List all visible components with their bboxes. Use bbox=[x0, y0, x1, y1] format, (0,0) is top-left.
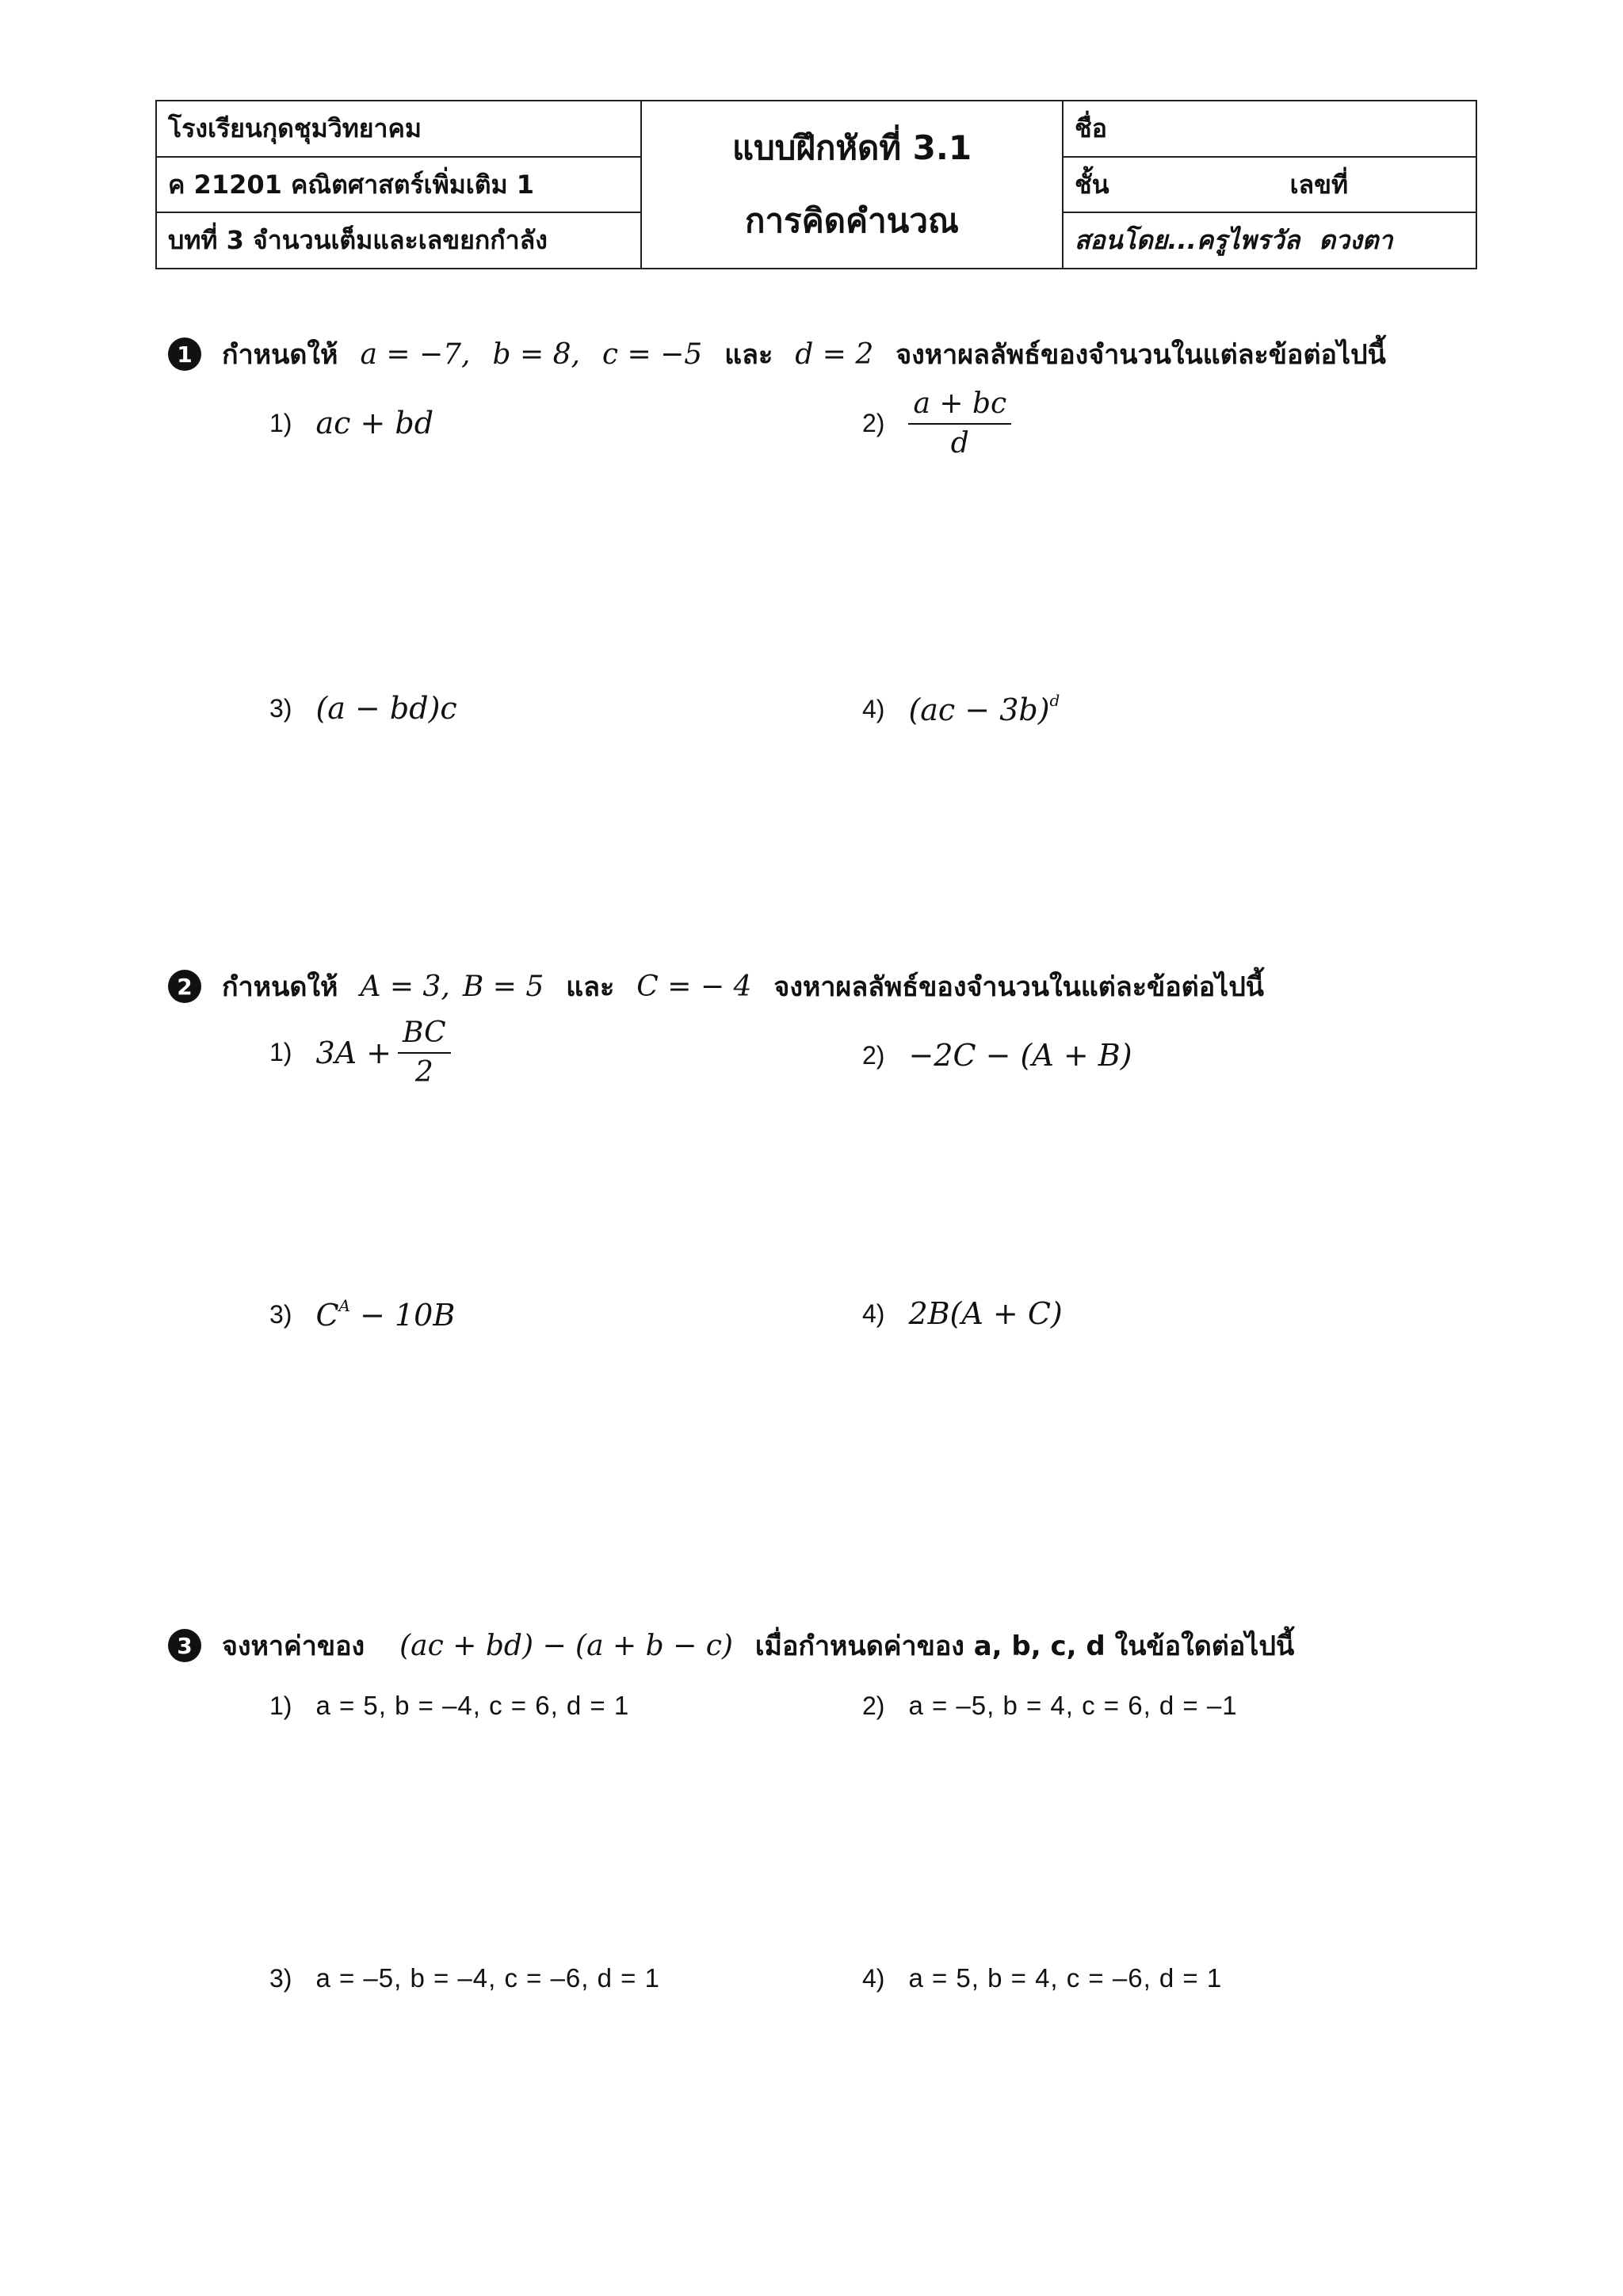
item-number: 3) bbox=[269, 1299, 292, 1329]
q2-instruction: จงหาผลลัพธ์ของจำนวนในแต่ละข้อต่อไปนี้ bbox=[773, 971, 1265, 1003]
item-expression bbox=[315, 1296, 455, 1333]
item-number: 1) bbox=[269, 1038, 292, 1067]
item-expression: (a − bd)c bbox=[315, 691, 457, 726]
q1-intro: กำหนดให้ bbox=[222, 339, 338, 371]
number-label: เลขที่ bbox=[1289, 169, 1349, 200]
item-expression: ac + bd bbox=[315, 406, 434, 441]
fraction-denominator: d bbox=[950, 426, 969, 460]
q2-given-B: B = 5 bbox=[462, 970, 544, 1003]
question-3-bullet-icon: 3 bbox=[168, 1629, 201, 1662]
item-fraction bbox=[398, 1017, 451, 1088]
worksheet-subtitle: การคิดคำนวณ bbox=[745, 201, 959, 240]
power-exponent: A bbox=[338, 1296, 350, 1315]
header-title-column bbox=[642, 101, 1064, 268]
power-exponent: d bbox=[1049, 691, 1060, 710]
q2-item-3 bbox=[269, 1296, 455, 1333]
header-right-column bbox=[1064, 101, 1476, 268]
item-values: a = –5, b = 4, c = 6, d = –1 bbox=[908, 1691, 1238, 1720]
q1-given-c: c = −5 bbox=[601, 338, 703, 371]
item-fraction bbox=[908, 388, 1011, 459]
item-number: 2) bbox=[862, 1040, 885, 1070]
item-expression bbox=[908, 691, 1060, 727]
q1-and: และ bbox=[724, 339, 773, 371]
q3-item-4 bbox=[862, 1963, 1222, 1993]
class-number-field[interactable] bbox=[1064, 156, 1476, 212]
q3-item-3 bbox=[269, 1963, 660, 1993]
item-number: 4) bbox=[862, 694, 885, 723]
chapter-name: บทที่ 3 จำนวนเต็มและเลขยกกำลัง bbox=[157, 212, 640, 268]
question-2-heading bbox=[168, 965, 1264, 1008]
item-values: a = 5, b = –4, c = 6, d = 1 bbox=[315, 1691, 630, 1720]
q1-instruction: จงหาผลลัพธ์ของจำนวนในแต่ละข้อต่อไปนี้ bbox=[896, 339, 1386, 371]
worksheet-header bbox=[155, 100, 1477, 269]
q2-and: และ bbox=[566, 971, 615, 1003]
question-2-bullet-icon: 2 bbox=[168, 970, 201, 1003]
student-name-field[interactable] bbox=[1064, 101, 1476, 156]
header-left-column bbox=[157, 101, 642, 268]
item-number: 3) bbox=[269, 1963, 292, 1993]
teacher-surname: ดวงตา bbox=[1319, 225, 1393, 256]
class-label: ชั้น bbox=[1075, 169, 1109, 200]
power-base: C bbox=[315, 1298, 339, 1333]
item-number: 1) bbox=[269, 1691, 292, 1720]
expression-rest: − 10B bbox=[349, 1298, 456, 1333]
q1-item-3 bbox=[269, 691, 457, 726]
question-1-heading bbox=[168, 333, 1386, 376]
q2-intro: กำหนดให้ bbox=[222, 971, 338, 1003]
question-1-bullet-icon: 1 bbox=[168, 338, 201, 371]
power-base: (ac − 3b) bbox=[908, 692, 1050, 727]
q2-item-4 bbox=[862, 1296, 1063, 1331]
item-expression: −2C − (A + B) bbox=[908, 1038, 1132, 1073]
school-name: โรงเรียนกุดชุมวิทยาคม bbox=[168, 113, 422, 143]
item-expression: 2B(A + C) bbox=[908, 1296, 1063, 1331]
q1-item-4 bbox=[862, 691, 1060, 727]
fraction-numerator: a + bc bbox=[908, 388, 1011, 425]
q3-intro: จงหาค่าของ bbox=[222, 1630, 365, 1662]
q3-condition: เมื่อกำหนดค่าของ a, b, c, d ในข้อใดต่อไปนี้ bbox=[754, 1630, 1295, 1662]
worksheet-title: แบบฝึกหัดที่ 3.1 bbox=[731, 128, 972, 167]
teacher-line bbox=[1064, 212, 1476, 268]
q3-item-1 bbox=[269, 1691, 629, 1721]
q2-item-1 bbox=[269, 1017, 451, 1088]
q3-item-2 bbox=[862, 1691, 1238, 1721]
course-name: ค 21201 คณิตศาสตร์เพิ่มเติม 1 bbox=[157, 156, 640, 212]
fraction-denominator: 2 bbox=[414, 1055, 433, 1089]
q3-expression: (ac + bd) − (a + b − c) bbox=[399, 1629, 733, 1662]
name-label: ชื่อ bbox=[1075, 113, 1107, 143]
fraction-numerator: BC bbox=[398, 1017, 451, 1054]
item-number: 4) bbox=[862, 1299, 885, 1328]
teacher-prefix: สอนโดย...ครูไพรวัล bbox=[1075, 225, 1300, 256]
q1-given-b: b = 8, bbox=[492, 338, 580, 371]
item-values: a = 5, b = 4, c = –6, d = 1 bbox=[908, 1963, 1223, 1993]
item-values: a = –5, b = –4, c = –6, d = 1 bbox=[315, 1963, 660, 1993]
item-number: 2) bbox=[862, 1691, 885, 1720]
q2-given-A: A = 3, bbox=[360, 970, 450, 1003]
item-number: 1) bbox=[269, 408, 292, 437]
q1-item-2 bbox=[862, 388, 1011, 459]
question-3-heading bbox=[168, 1624, 1294, 1667]
item-number: 3) bbox=[269, 693, 292, 723]
q2-item-2 bbox=[862, 1038, 1132, 1073]
q1-given-d: d = 2 bbox=[795, 338, 874, 371]
item-expression: 3A + bbox=[315, 1035, 391, 1070]
item-number: 2) bbox=[862, 409, 885, 438]
item-number: 4) bbox=[862, 1963, 885, 1993]
q1-given-a: a = −7, bbox=[360, 338, 471, 371]
q2-given-C: C = − 4 bbox=[636, 970, 752, 1003]
q1-item-1 bbox=[269, 406, 433, 441]
